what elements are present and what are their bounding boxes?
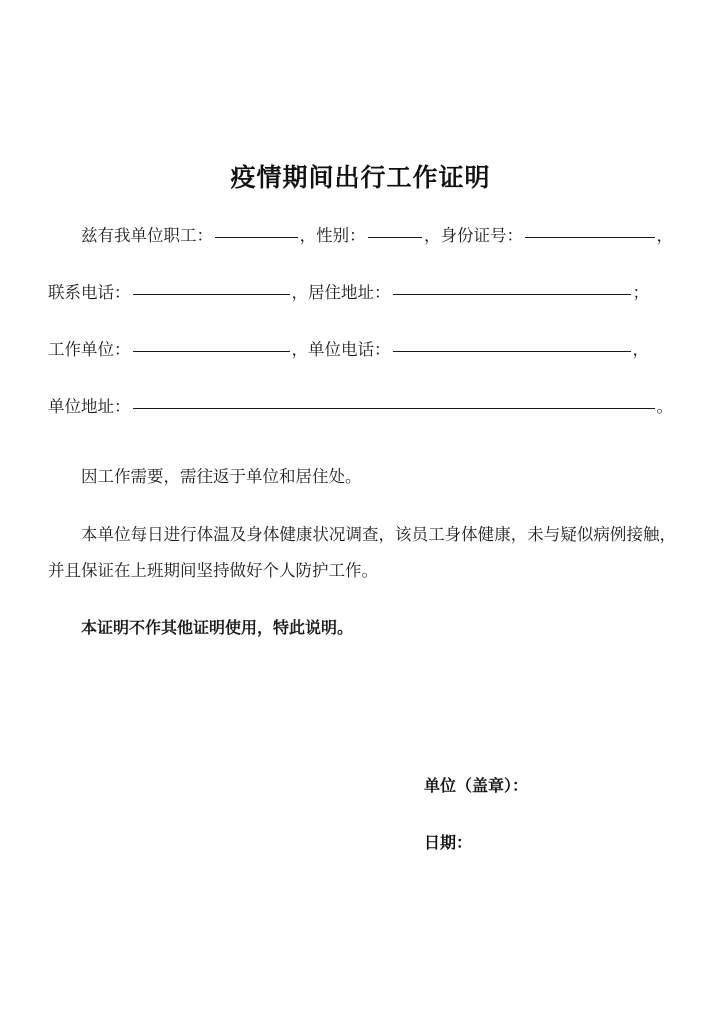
punctuation: ， bbox=[656, 226, 673, 245]
certificate-body-block bbox=[48, 459, 676, 647]
line-contact bbox=[48, 285, 673, 342]
punctuation: ； bbox=[632, 283, 649, 302]
field-label: ，身份证号： bbox=[424, 226, 523, 245]
unit-seal-label: 单位（盖章）： bbox=[424, 778, 529, 795]
field-label: 联系电话： bbox=[48, 283, 131, 302]
gender-blank[interactable] bbox=[368, 237, 422, 238]
field-label: 兹有我单位职工： bbox=[81, 226, 213, 245]
punctuation: ， bbox=[632, 340, 649, 359]
phone-blank[interactable] bbox=[133, 294, 290, 295]
para-health: 本单位每日进行体温及身体健康状况调查，该员工身体健康，未与疑似病例接触，并且保证在上班期间坚持做好个人防护工作。 bbox=[48, 525, 676, 580]
work-unit-blank[interactable] bbox=[133, 351, 290, 352]
field-label: ，性别： bbox=[299, 226, 366, 245]
residence-address-blank[interactable] bbox=[393, 294, 631, 295]
field-label: ，居住地址： bbox=[291, 283, 391, 302]
line-workplace bbox=[48, 342, 673, 399]
line-employee bbox=[48, 228, 673, 285]
field-label: 单位地址： bbox=[48, 397, 131, 416]
employee-name-blank[interactable] bbox=[215, 237, 298, 238]
para-disclaimer: 本证明不作其他证明使用，特此说明。 bbox=[81, 620, 354, 637]
page-title: 疫情期间出行工作证明 bbox=[230, 164, 491, 192]
signature-block bbox=[424, 776, 684, 856]
field-label: 工作单位： bbox=[48, 340, 131, 359]
work-phone-blank[interactable] bbox=[393, 351, 631, 352]
line-unit-address bbox=[48, 399, 673, 456]
work-address-blank[interactable] bbox=[133, 408, 655, 409]
date-label: 日期： bbox=[424, 835, 473, 853]
certificate-form-block bbox=[48, 228, 673, 456]
punctuation: 。 bbox=[656, 397, 673, 416]
id-number-blank[interactable] bbox=[525, 237, 655, 238]
field-label: ，单位电话： bbox=[291, 340, 391, 359]
para-reason: 因工作需要，需往返于单位和居住处。 bbox=[81, 467, 362, 486]
